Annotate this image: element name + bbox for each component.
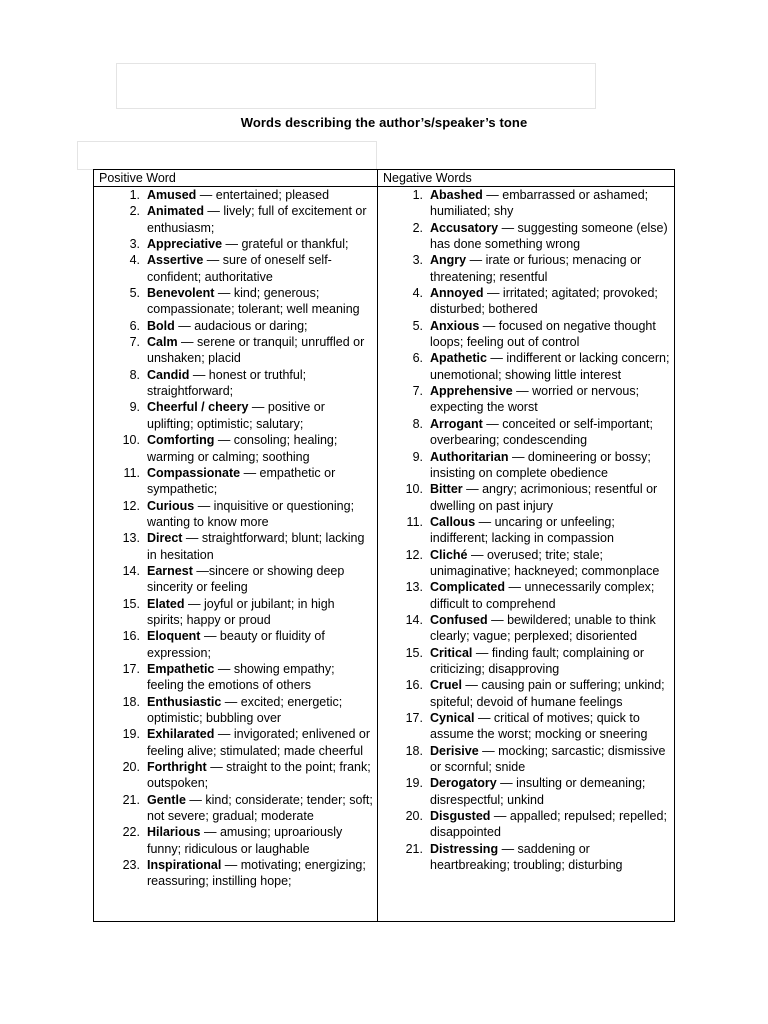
item-entry [147,399,377,432]
item-entry [430,220,674,253]
item-term: Inspirational [147,858,222,873]
list-item [94,432,377,465]
item-term: Complicated [430,580,506,595]
item-number: 9. [129,400,140,415]
item-entry [430,710,674,743]
item-entry [147,236,377,252]
negative-words-cell [378,187,675,922]
item-entry [147,285,377,318]
item-entry [430,743,674,776]
item-term: Callous [430,514,476,529]
item-number: 14. [405,612,423,627]
item-term: Derogatory [430,776,497,791]
item-definition: — uncaring or unfeeling; indifferent; lacking in compassion [430,514,615,546]
list-item [378,547,674,580]
item-entry [147,792,377,825]
item-definition: — angry; acrimonious; resentful or dwelling on past injury [430,482,658,513]
item-definition: — suggesting someone (else) has done something wrong [430,220,668,252]
item-definition: — saddening or heartbreaking; troubling; disturbing [430,841,623,873]
tone-words-table [93,169,675,922]
item-number: 12. [122,498,140,513]
item-entry [430,808,674,841]
list-item [94,726,377,759]
item-definition: — kind; considerate; tender; soft; not severe; gradual; moderate [147,792,373,824]
table-header-row [94,170,675,187]
item-term: Empathetic [147,661,215,676]
positive-column-header: Positive Word [94,170,378,187]
list-item [378,841,674,874]
item-term: Disgusted [430,809,491,824]
list-item [94,498,377,531]
list-item [94,236,377,252]
item-entry [147,203,377,236]
item-entry [147,628,377,661]
item-definition: — invigorated; enlivened or feeling alive; stimulated; made cheerful [147,727,371,758]
item-entry [430,481,674,514]
item-number: 8. [129,367,140,382]
positive-words-list [94,187,377,890]
item-term: Curious [147,498,195,513]
item-term: Cliché [430,547,468,562]
item-number: 10. [405,482,423,497]
item-number: 13. [405,580,423,595]
item-number: 21. [405,841,423,856]
item-number: 20. [122,760,140,775]
list-item [378,481,674,514]
list-item [94,530,377,563]
list-item [378,285,674,318]
positive-words-cell [94,187,378,922]
list-item [94,318,377,334]
item-definition: — focused on negative thought loops; feeling out of control [430,318,656,350]
item-number: 6. [412,351,423,366]
item-term: Anxious [430,318,480,333]
item-entry [147,498,377,531]
item-number: 7. [129,335,140,350]
item-entry [430,350,674,383]
item-entry [147,367,377,400]
item-term: Direct [147,531,183,546]
table-body-row [94,187,675,922]
item-definition: — straight to the point; frank; outspoken; [147,760,371,791]
item-definition: —sincere or showing deep sincerity or feeling [147,563,345,595]
item-term: Cynical [430,711,475,725]
item-definition: — mocking; sarcastic; dismissive or scornful; snide [430,743,666,775]
item-term: Earnest [147,563,193,578]
item-number: 6. [129,318,140,333]
list-item [94,596,377,629]
negative-column-header: Negative Words [378,170,675,187]
item-entry [430,187,674,220]
item-term: Arrogant [430,416,483,431]
item-term: Candid [147,367,190,382]
item-entry [430,645,674,678]
item-entry [430,514,674,547]
item-term: Authoritarian [430,449,509,464]
list-item [378,187,674,220]
item-entry [147,432,377,465]
item-entry [147,465,377,498]
list-item [378,416,674,449]
item-definition: — bewildered; unable to think clearly; vague; perplexed; disoriented [430,612,656,644]
negative-words-list [378,187,674,873]
item-number: 5. [412,318,423,333]
item-entry [147,252,377,285]
item-number: 17. [122,661,140,676]
item-entry [430,252,674,285]
item-term: Gentle [147,792,186,807]
item-number: 19. [122,727,140,742]
item-definition: — joyful or jubilant; in high spirits; happy or proud [147,596,335,627]
item-term: Compassionate [147,465,241,480]
item-definition: — empathetic or sympathetic; [147,465,336,497]
item-number: 15. [122,596,140,611]
item-definition: — causing pain or suffering; unkind; spiteful; devoid of humane feelings [430,678,665,709]
item-number: 23. [122,858,140,873]
item-entry [147,759,377,792]
list-item [94,694,377,727]
item-entry [147,596,377,629]
item-term: Bold [147,318,175,333]
item-number: 15. [405,645,423,660]
item-number: 1. [412,188,423,202]
item-definition: — beauty or fluidity of expression; [147,629,325,660]
list-item [378,743,674,776]
item-number: 9. [412,449,423,464]
item-number: 11. [406,514,423,529]
item-entry [430,416,674,449]
item-entry [147,187,377,203]
list-item [94,334,377,367]
item-term: Apprehensive [430,384,513,399]
list-item [378,318,674,351]
list-item [94,399,377,432]
item-number: 12. [405,547,423,562]
item-number: 13. [122,531,140,546]
item-number: 10. [122,433,140,448]
item-term: Critical [430,645,473,660]
item-entry [430,677,674,710]
list-item [378,383,674,416]
item-definition: — positive or uplifting; optimistic; salutary; [147,400,325,431]
item-number: 19. [405,776,423,791]
item-definition: — appalled; repulsed; repelled; disappointed [430,809,667,840]
item-entry [430,841,674,874]
item-definition: — showing empathy; feeling the emotions of others [147,661,335,693]
list-item [94,824,377,857]
list-item [94,465,377,498]
list-item [94,661,377,694]
item-entry [147,318,377,334]
item-definition: — embarrassed or ashamed; humiliated; shy [430,188,649,219]
item-entry [430,547,674,580]
item-term: Comforting [147,433,215,448]
item-term: Appreciative [147,237,223,252]
item-number: 22. [122,825,140,840]
list-item [378,514,674,547]
item-number: 16. [122,629,140,644]
item-number: 7. [412,384,423,399]
list-item [94,203,377,236]
item-number: 18. [122,694,140,709]
item-number: 20. [405,809,423,824]
item-term: Elated [147,596,185,611]
item-definition: — overused; trite; stale; unimaginative; hackneyed; commonplace [430,547,660,578]
item-entry [430,383,674,416]
item-number: 3. [129,237,140,252]
list-item [378,612,674,645]
item-definition: — unnecessarily complex; difficult to comprehend [430,580,655,611]
list-item [378,710,674,743]
item-term: Cheerful / cheery [147,400,249,415]
page-title: Words describing the author’s/speaker’s tone [240,115,528,130]
item-definition: — motivating; energizing; reassuring; instilling hope; [147,858,366,889]
item-entry [147,694,377,727]
item-definition: — irritated; agitated; provoked; disturbed; bothered [430,286,658,317]
item-definition: — indifferent or lacking concern; unemotional; showing little interest [430,351,670,382]
item-definition: — irate or furious; menacing or threatening; resentful [430,253,642,284]
item-term: Derisive [430,743,479,758]
list-item [378,677,674,710]
item-number: 1. [129,188,140,202]
item-definition: — honest or truthful; straightforward; [147,367,307,399]
item-entry [430,775,674,808]
empty-text-box [77,141,377,170]
item-entry [430,449,674,482]
item-definition: — serene or tranquil; unruffled or unshaken; placid [147,335,365,366]
item-term: Angry [430,253,467,268]
item-entry [430,579,674,612]
item-entry [147,857,377,890]
item-definition: — kind; generous; compassionate; tolerant; well meaning [147,286,360,317]
item-term: Benevolent [147,286,215,301]
item-number: 4. [412,286,423,301]
item-term: Calm [147,335,178,350]
item-number: 8. [412,416,423,431]
list-item [94,563,377,596]
list-item [378,775,674,808]
item-entry [430,285,674,318]
item-term: Accusatory [430,220,499,235]
item-number: 2. [412,220,423,235]
list-item [94,187,377,203]
item-definition: — domineering or bossy; insisting on complete obedience [430,449,651,480]
item-entry [147,563,377,596]
item-definition: — insulting or demeaning; disrespectful; unkind [430,776,646,807]
item-entry [147,334,377,367]
item-term: Hilarious [147,825,201,840]
item-definition: — entertained; pleased [196,188,330,202]
item-number: 5. [129,286,140,301]
item-entry [430,318,674,351]
item-term: Eloquent [147,629,201,644]
item-term: Assertive [147,253,204,268]
item-number: 16. [405,678,423,693]
item-number: 14. [122,563,140,578]
list-item [94,285,377,318]
list-item [94,628,377,661]
item-definition: — sure of oneself self-confident; authoritative [147,253,332,284]
item-term: Amused [147,188,197,202]
empty-text-box [116,63,596,109]
list-item [94,857,377,890]
item-number: 3. [412,253,423,268]
item-definition: — finding fault; complaining or criticizing; disapproving [430,645,645,676]
list-item [378,220,674,253]
item-term: Animated [147,204,204,219]
list-item [378,579,674,612]
item-number: 4. [129,253,140,268]
item-definition: — excited; energetic; optimistic; bubbling over [147,694,343,725]
list-item [378,350,674,383]
item-term: Exhilarated [147,727,215,742]
item-term: Bitter [430,482,463,497]
list-item [94,367,377,400]
item-definition: — audacious or daring; [174,318,308,333]
item-term: Annoyed [430,286,484,301]
item-number: 18. [405,743,423,758]
item-term: Cruel [430,678,462,693]
item-definition: — inquisitive or questioning; wanting to know more [147,498,355,529]
item-definition: — consoling; healing; warming or calming; soothing [147,433,338,464]
list-item [378,252,674,285]
item-term: Enthusiastic [147,694,222,709]
list-item [378,645,674,678]
item-definition: — worried or nervous; expecting the worst [430,384,640,415]
item-entry [147,824,377,857]
item-definition: — amusing; uproariously funny; ridiculous or laughable [147,825,343,856]
item-number: 11. [123,465,140,480]
item-number: 17. [405,711,423,725]
item-definition: — conceited or self-important; overbearing; condescending [430,416,653,448]
list-item [94,792,377,825]
list-item [378,449,674,482]
list-item [94,252,377,285]
item-definition: — straightforward; blunt; lacking in hesitation [147,531,365,562]
list-item [94,759,377,792]
item-definition: — lively; full of excitement or enthusiasm; [147,204,367,235]
item-definition: — critical of motives; quick to assume the worst; mocking or sneering [430,711,648,742]
list-item [378,808,674,841]
item-term: Forthright [147,760,207,775]
item-entry [147,530,377,563]
item-number: 2. [129,204,140,219]
item-term: Abashed [430,188,483,202]
item-entry [430,612,674,645]
item-term: Confused [430,612,488,627]
item-term: Apathetic [430,351,487,366]
item-definition: — grateful or thankful; [222,237,349,252]
item-entry [147,661,377,694]
item-number: 21. [122,792,140,807]
item-entry [147,726,377,759]
item-term: Distressing [430,841,499,856]
